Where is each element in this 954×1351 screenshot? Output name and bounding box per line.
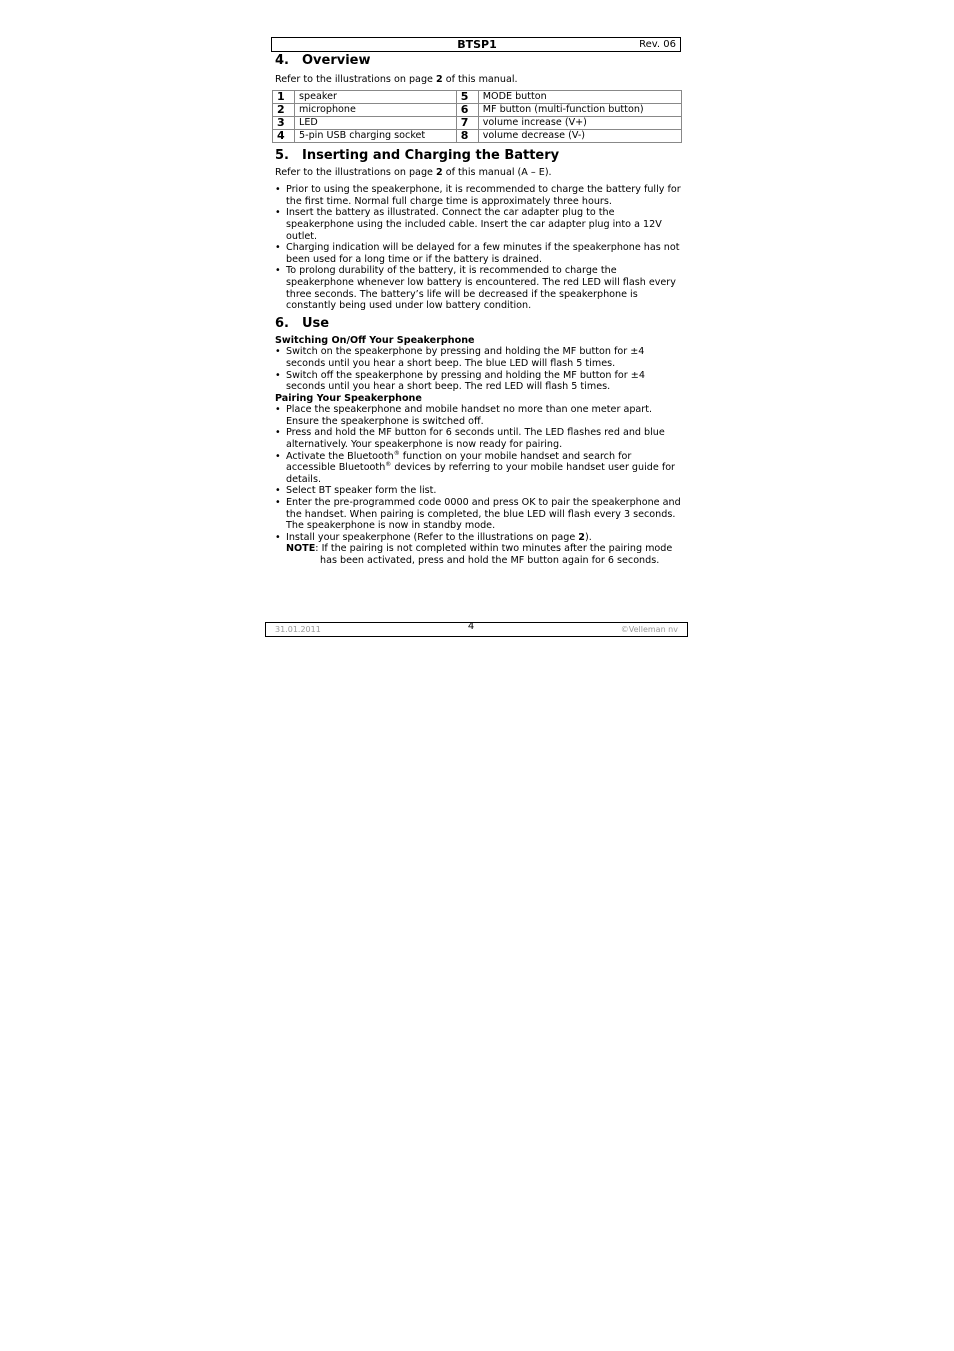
list-item: • Prior to using the speakerphone, it is recommended to charge the battery fully for the first time. Normal full charge time is approximately three hours. (275, 184, 681, 207)
section-5-heading: 5. Inserting and Charging the Battery (275, 147, 560, 163)
list-item: • Switch off the speakerphone by pressing and holding the MF button for ±4 seconds until you hear a short beep. The red LED will flash 5 times. (275, 369, 645, 393)
table-row: 3 LED 7 volume increase (V+) (273, 116, 682, 129)
list-item: • Select BT speaker form the list. (275, 485, 437, 497)
table-row: 1 speaker 5 MODE button (273, 90, 682, 103)
list-item: • Enter the pre-programmed code 0000 and press OK to pair the speakerphone and the handset. When pairing is completed, the blue LED will flash every 3 seconds. The speakerphone is now in standby mode. (275, 497, 681, 532)
section-4-refer: Refer to the illustrations on page 2 of this manual. (275, 74, 518, 85)
section-6-heading: 6. Use (275, 315, 330, 331)
list-item: • To prolong durability of the battery, it is recommended to charge the speakerphone whenever low battery is encountered. The red LED will flash every three seconds. The battery’s life will be decreased if the speakerphone is constantly being used under low battery condition. (275, 265, 676, 312)
revision: Rev. 06 (639, 39, 676, 50)
list-item: • Activate the Bluetooth® function on your mobile handset and search for accessible Bluetooth® devices by referring to your mobile handset user guide for details. (275, 449, 676, 485)
switching-list (275, 346, 682, 392)
model-name: BTSP1 (457, 38, 497, 51)
list-item: • Place the speakerphone and mobile handset no more than one meter apart. Ensure the speakerphone is switched off. (275, 404, 653, 427)
footer-date: 31.01.2011 (275, 625, 321, 634)
pairing-list (275, 404, 682, 543)
battery-list (275, 184, 682, 312)
page-number: 4 (467, 621, 475, 632)
table-row: 4 5-pin USB charging socket 8 volume decrease (V-) (273, 129, 682, 142)
table-row: 2 microphone 6 MF button (multi-function button) (273, 103, 682, 116)
pairing-subheading: Pairing Your Speakerphone (275, 392, 422, 404)
list-item: • Switch on the speakerphone by pressing and holding the MF button for ±4 seconds until you hear a short beep. The blue LED will flash 5 times. (275, 346, 645, 369)
list-item: • Charging indication will be delayed for a few minutes if the speakerphone has not been used for a long time or if the battery is drained. (275, 242, 680, 265)
page-footer (265, 622, 688, 637)
list-item: • Press and hold the MF button for 6 seconds until. The LED flashes red and blue alternatively. Your speakerphone is now ready for pairing. (275, 427, 665, 451)
list-item: • Install your speakerphone (Refer to the illustrations on page 2). (275, 531, 592, 543)
footer-copyright: ©Velleman nv (620, 625, 678, 634)
page-content (275, 53, 682, 567)
overview-table (272, 90, 682, 143)
pairing-note: NOTE: If the pairing is not completed within two minutes after the pairing mode has been activated, press and hold the MF button again for 6 seconds. (286, 543, 673, 566)
page-header (271, 37, 681, 52)
list-item: • Insert the battery as illustrated. Connect the car adapter plug to the speakerphone using the included cable. Insert the car adapter plug into a 12V outlet. (275, 207, 662, 242)
section-4-heading: 4. Overview (275, 53, 371, 68)
section-5-refer: Refer to the illustrations on page 2 of this manual (A – E). (275, 166, 552, 178)
switching-subheading: Switching On/Off Your Speakerphone (275, 334, 475, 346)
